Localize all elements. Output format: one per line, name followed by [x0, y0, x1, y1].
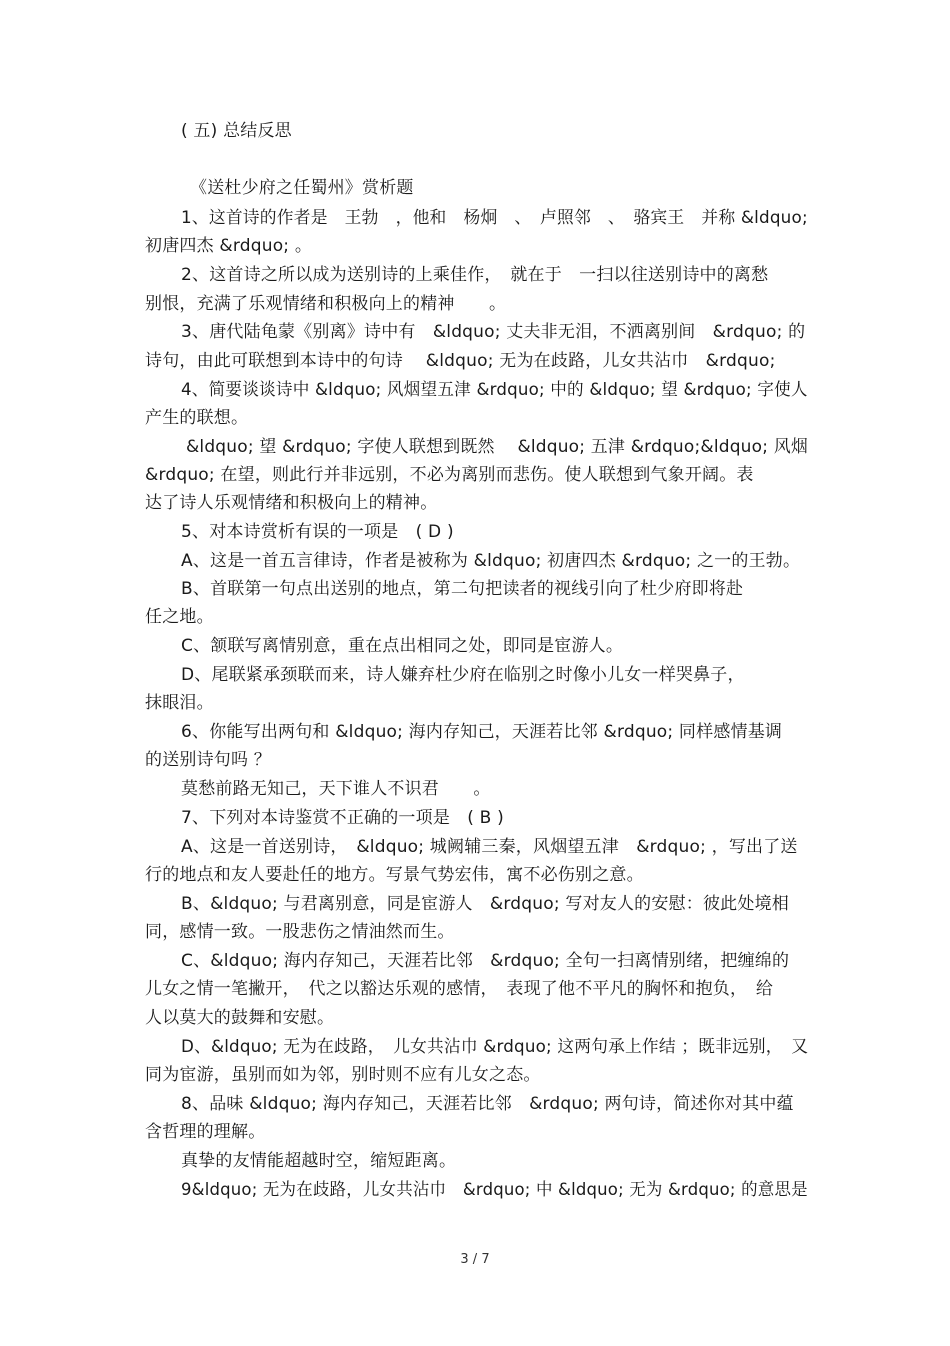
question-4-line-1: 4、简要谈谈诗中 &ldquo; 风烟望五津 &rdquo; 中的 &ldquo; 望 &rdquo; 字使人	[181, 380, 808, 400]
question-1-line-2: 初唐四杰 &rdquo; 。	[145, 236, 313, 256]
question-5-option-d-line-2: 抹眼泪。	[145, 693, 214, 713]
section-heading: ( 五) 总结反思	[181, 121, 292, 141]
question-3-line-2: 诗句，由此可联想到本诗中的句诗 &ldquo; 无为在歧路，儿女共沾巾 &rdquo;	[145, 351, 776, 371]
question-5-option-c: C、颔联写离情别意，重在点出相同之处，即同是宦游人。	[181, 636, 624, 656]
question-7-option-c-line-2: 儿女之情一笔撇开， 代之以豁达乐观的感情， 表现了他不平凡的胸怀和抱负， 给	[145, 979, 774, 999]
question-1-line-1: 1、这首诗的作者是 王勃 ，他和 杨炯 、 卢照邻 、 骆宾王 并称 &ldquo;	[181, 208, 808, 228]
question-7-option-b-line-2: 同，感情一致。一股悲伤之情油然而生。	[145, 922, 455, 942]
answer-8: 真挚的友情能超越时空，缩短距离。	[181, 1151, 457, 1171]
question-5-option-b-line-1: B、首联第一句点出送别的地点，第二句把读者的视线引向了杜少府即将赴	[181, 579, 744, 599]
question-5-option-a: A、这是一首五言律诗，作者是被称为 &ldquo; 初唐四杰 &rdquo; 之一的王勃。	[181, 551, 801, 571]
question-5-option-d-line-1: D、尾联紧承颈联而来，诗人嫌弃杜少府在临别之时像小儿女一样哭鼻子，	[181, 665, 745, 685]
question-7-option-c-line-3: 人以莫大的鼓舞和安慰。	[145, 1008, 335, 1028]
question-8-line-1: 8、品味 &ldquo; 海内存知己，天涯若比邻 &rdquo; 两句诗，简述你对其中蕴	[181, 1094, 794, 1114]
question-3-line-1: 3、唐代陆龟蒙《别离》诗中有 &ldquo; 丈夫非无泪，不洒离别间 &rdquo; 的	[181, 322, 806, 342]
answer-4-line-2: &rdquo; 在望，则此行并非远别，不必为离别而悲伤。使人联想到气象开阔。表	[145, 465, 754, 485]
question-5: 5、对本诗赏析有误的一项是 ( D )	[181, 522, 454, 542]
question-7-option-d-line-2: 同为宦游，虽别而如为邻，别时则不应有儿女之态。	[145, 1065, 541, 1085]
question-7-option-c-line-1: C、&ldquo; 海内存知己，天涯若比邻 &rdquo; 全句一扫离情别绪，把缠绵的	[181, 951, 790, 971]
question-7-option-d-line-1: D、&ldquo; 无为在歧路， 儿女共沾巾 &rdquo; 这两句承上作结 ；既非远别， 又	[181, 1037, 809, 1057]
question-7: 7、下列对本诗鉴赏不正确的一项是 ( B )	[181, 808, 504, 828]
document-title: 《送杜少府之任蜀州》赏析题	[190, 178, 414, 198]
question-9-line-1: 9&ldquo; 无为在歧路，儿女共沾巾 &rdquo; 中 &ldquo; 无为 &rdquo; 的意思是	[181, 1180, 808, 1200]
answer-4-line-3: 达了诗人乐观情绪和积极向上的精神。	[145, 493, 438, 513]
question-6-line-1: 6、你能写出两句和 &ldquo; 海内存知己，天涯若比邻 &rdquo; 同样感情基调	[181, 722, 783, 742]
question-8-line-2: 含哲理的理解。	[145, 1122, 266, 1142]
question-2-line-1: 2、这首诗之所以成为送别诗的上乘佳作， 就在于 一扫以往送别诗中的离愁	[181, 265, 769, 285]
question-7-option-a-line-1: A、这是一首送别诗， &ldquo; 城阙辅三秦，风烟望五津 &rdquo; ，写出了送	[181, 837, 798, 857]
answer-4-line-1: &ldquo; 望 &rdquo; 字使人联想到既然 &ldquo; 五津 &rdquo;&ldquo; 风烟	[186, 437, 809, 457]
question-2-line-2: 别恨，充满了乐观情绪和积极向上的精神 。	[145, 294, 507, 314]
question-7-option-a-line-2: 行的地点和友人要赴任的地方。写景气势宏伟，寓不必伤别之意。	[145, 865, 644, 885]
question-6-line-2: 的送别诗句吗 ？	[145, 750, 272, 770]
answer-6: 莫愁前路无知己，天下谁人不识君 。	[181, 779, 491, 799]
question-7-option-b-line-1: B、&ldquo; 与君离别意，同是宦游人 &rdquo; 写对友人的安慰：彼此处境相	[181, 894, 789, 914]
question-5-option-b-line-2: 任之地。	[145, 607, 214, 627]
question-4-line-2: 产生的联想。	[145, 408, 249, 428]
page-number: 3 / 7	[460, 1252, 490, 1267]
